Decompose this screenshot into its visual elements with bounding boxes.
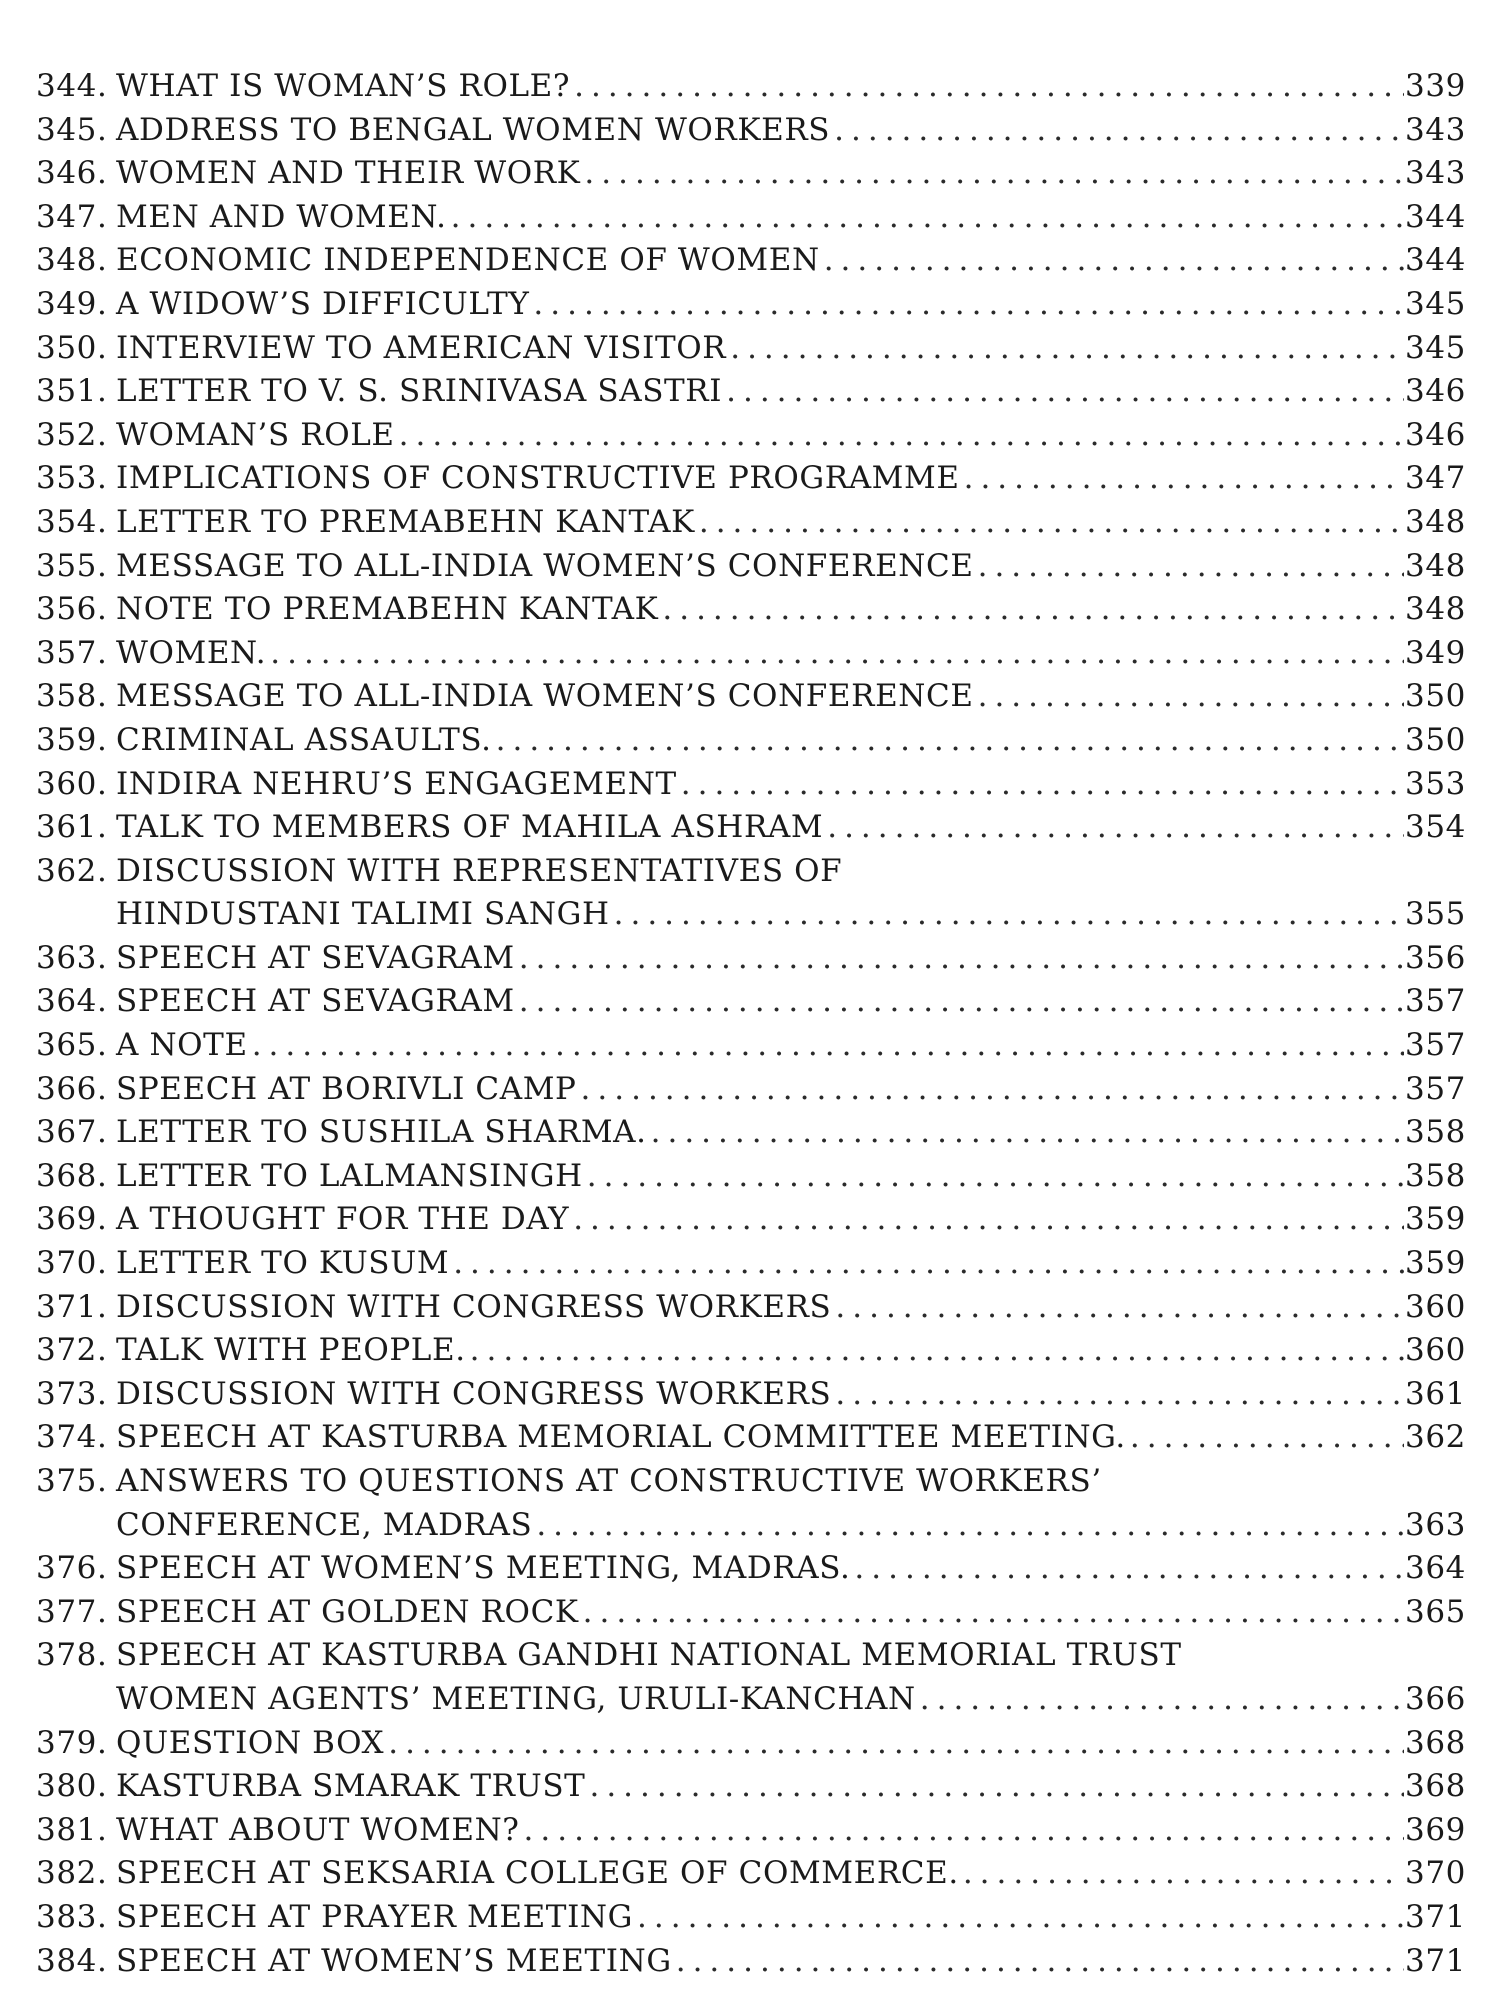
entry-page-number: 348 [1405, 591, 1466, 628]
toc-entry-line [36, 370, 1466, 414]
toc-entry[interactable] [36, 1111, 1466, 1155]
toc-entry[interactable] [36, 501, 1466, 545]
toc-entry-line [36, 1896, 1466, 1940]
entry-page-number: 358 [1405, 1157, 1466, 1194]
dot-leader [569, 1198, 1404, 1242]
toc-entry[interactable] [36, 65, 1466, 109]
toc-entry-line [36, 1809, 1466, 1853]
dot-leader [577, 1068, 1404, 1112]
entry-title: SPEECH AT WOMEN’S MEETING, MADRAS. [116, 1550, 851, 1587]
entry-number: 363. [36, 939, 108, 976]
toc-entry-line [36, 1286, 1466, 1330]
entry-title: HINDUSTANI TALIMI SANGH [116, 896, 610, 933]
entry-number: 378. [36, 1637, 108, 1674]
entry-number: 349. [36, 285, 108, 322]
entry-title: WOMEN AGENTS’ MEETING, URULI-KANCHAN [116, 1680, 916, 1717]
entry-page-number: 353 [1405, 765, 1466, 802]
dot-leader [1126, 1416, 1404, 1460]
toc-entry-line [36, 1634, 1466, 1678]
entry-number: 356. [36, 591, 108, 628]
entry-page-number: 370 [1405, 1855, 1466, 1892]
entry-title: SPEECH AT SEKSARIA COLLEGE OF COMMERCE. [116, 1855, 959, 1892]
entry-title: MEN AND WOMEN. [116, 198, 447, 235]
toc-entry[interactable] [36, 675, 1466, 719]
entry-page-number: 350 [1405, 721, 1466, 758]
entry-title: SPEECH AT SEVAGRAM [116, 939, 515, 976]
dot-leader [647, 1111, 1404, 1155]
dot-leader [974, 675, 1404, 719]
dot-leader [580, 152, 1404, 196]
entry-number: 383. [36, 1898, 108, 1935]
entry-page-number: 348 [1405, 503, 1466, 540]
toc-entry[interactable] [36, 850, 1466, 937]
dot-leader [633, 1896, 1404, 1940]
entry-number: 362. [36, 852, 108, 889]
toc-entry-line [36, 1460, 1466, 1504]
dot-leader [722, 370, 1404, 414]
entry-page-number: 369 [1405, 1811, 1466, 1848]
toc-entry[interactable] [36, 1896, 1466, 1940]
toc-entry-line [36, 109, 1466, 153]
entry-number: 365. [36, 1027, 108, 1064]
dot-leader [449, 1242, 1404, 1286]
toc-entry[interactable] [36, 1460, 1466, 1547]
entry-page-number: 350 [1405, 678, 1466, 715]
toc-entry[interactable] [36, 152, 1466, 196]
toc-entry-line [36, 501, 1466, 545]
entry-number: 357. [36, 634, 108, 671]
dot-leader [831, 1286, 1404, 1330]
entry-page-number: 371 [1405, 1942, 1466, 1979]
entry-page-number: 344 [1405, 242, 1466, 279]
entry-page-number: 347 [1405, 460, 1466, 497]
entry-page-number: 349 [1405, 634, 1466, 671]
dot-leader [492, 719, 1404, 763]
entry-page-number: 360 [1405, 1332, 1466, 1369]
entry-page-number: 357 [1405, 1027, 1466, 1064]
entry-title: A WIDOW’S DIFFICULTY [116, 285, 530, 322]
toc-entry-line [36, 1504, 1466, 1548]
dot-leader [974, 545, 1404, 589]
toc-entry-line [36, 1155, 1466, 1199]
dot-leader [532, 1504, 1404, 1548]
toc-entry-line [36, 763, 1466, 807]
dot-leader [579, 1591, 1404, 1635]
toc-entry[interactable] [36, 980, 1466, 1024]
toc-entry-line [36, 893, 1466, 937]
dot-leader [960, 457, 1404, 501]
dot-leader [820, 239, 1404, 283]
toc-entry-line [36, 1373, 1466, 1417]
dot-leader [515, 937, 1404, 981]
dot-leader [583, 1155, 1404, 1199]
entry-title: CRIMINAL ASSAULTS. [116, 721, 492, 758]
entry-number: 354. [36, 503, 108, 540]
entry-title: A THOUGHT FOR THE DAY [116, 1201, 570, 1238]
entry-page-number: 366 [1405, 1680, 1466, 1717]
toc-entry-line [36, 719, 1466, 763]
toc-entry[interactable] [36, 370, 1466, 414]
entry-number: 352. [36, 416, 108, 453]
entry-title: CONFERENCE, MADRAS [116, 1506, 533, 1543]
entry-page-number: 368 [1405, 1724, 1466, 1761]
toc-entry[interactable] [36, 1634, 1466, 1721]
dot-leader [395, 414, 1404, 458]
toc-entry[interactable] [36, 1198, 1466, 1242]
toc-entry[interactable] [36, 1373, 1466, 1417]
toc-entry[interactable] [36, 1155, 1466, 1199]
entry-title: WHAT ABOUT WOMEN? [116, 1811, 520, 1848]
toc-entry-line [36, 1416, 1466, 1460]
toc-entry[interactable] [36, 1547, 1466, 1591]
entry-number: 371. [36, 1288, 108, 1325]
toc-entry[interactable] [36, 1329, 1466, 1373]
entry-page-number: 354 [1405, 809, 1466, 846]
toc-entry-line [36, 1329, 1466, 1373]
entry-title: INDIRA NEHRU’S ENGAGEMENT [116, 765, 677, 802]
toc-entry-line [36, 937, 1466, 981]
toc-entry-line [36, 457, 1466, 501]
entry-number: 346. [36, 155, 108, 192]
entry-page-number: 358 [1405, 1114, 1466, 1151]
entry-title: WOMEN AND THEIR WORK [116, 155, 581, 192]
entry-title: INTERVIEW TO AMERICAN VISITOR [116, 329, 727, 366]
entry-title: SPEECH AT KASTURBA GANDHI NATIONAL MEMORIAL TRUST [116, 1637, 1182, 1674]
entry-number: 370. [36, 1245, 108, 1282]
entry-title: WOMEN. [116, 634, 267, 671]
entry-number: 345. [36, 111, 108, 148]
toc-entry[interactable] [36, 109, 1466, 153]
toc-entry[interactable] [36, 327, 1466, 371]
entry-title: LETTER TO V. S. SRINIVASA SASTRI [116, 373, 723, 410]
entry-title: SPEECH AT GOLDEN ROCK [116, 1593, 579, 1630]
toc-entry-line [36, 196, 1466, 240]
entry-title: IMPLICATIONS OF CONSTRUCTIVE PROGRAMME [116, 460, 960, 497]
toc-entry[interactable] [36, 763, 1466, 807]
entry-number: 361. [36, 809, 108, 846]
toc-entry-line [36, 588, 1466, 632]
entry-number: 374. [36, 1419, 108, 1456]
entry-page-number: 346 [1405, 373, 1466, 410]
entry-number: 376. [36, 1550, 108, 1587]
entry-number: 382. [36, 1855, 108, 1892]
toc-entry[interactable] [36, 1242, 1466, 1286]
toc-entry[interactable] [36, 196, 1466, 240]
entry-title: MESSAGE TO ALL-INDIA WOMEN’S CONFERENCE [116, 678, 974, 715]
entry-number: 359. [36, 721, 108, 758]
dot-leader [570, 65, 1404, 109]
dot-leader [830, 109, 1404, 153]
toc-entry[interactable] [36, 632, 1466, 676]
dot-leader [959, 1852, 1404, 1896]
entry-page-number: 344 [1405, 198, 1466, 235]
toc-entry-line [36, 1940, 1466, 1984]
dot-leader [248, 1024, 1404, 1068]
entry-number: 347. [36, 198, 108, 235]
toc-entry[interactable] [36, 1068, 1466, 1112]
entry-page-number: 346 [1405, 416, 1466, 453]
dot-leader [850, 1547, 1404, 1591]
entry-page-number: 368 [1405, 1768, 1466, 1805]
entry-title: WHAT IS WOMAN’S ROLE? [116, 68, 571, 104]
entry-number: 350. [36, 329, 108, 366]
entry-number: 369. [36, 1201, 108, 1238]
entry-title: SPEECH AT WOMEN’S MEETING [116, 1942, 672, 1979]
entry-number: 360. [36, 765, 108, 802]
entry-number: 377. [36, 1593, 108, 1630]
entry-page-number: 348 [1405, 547, 1466, 584]
toc-entry-line [36, 675, 1466, 719]
entry-title: ECONOMIC INDEPENDENCE OF WOMEN [116, 242, 820, 279]
toc-entry-line [36, 632, 1466, 676]
entry-title: TALK TO MEMBERS OF MAHILA ASHRAM [116, 809, 824, 846]
toc-entry-line [36, 980, 1466, 1024]
toc-entry[interactable] [36, 1591, 1466, 1635]
toc-entry-line [36, 1765, 1466, 1809]
entry-page-number: 356 [1405, 939, 1466, 976]
entry-number: 381. [36, 1811, 108, 1848]
toc-entry[interactable] [36, 806, 1466, 850]
entry-number: 384. [36, 1942, 108, 1979]
entry-page-number: 359 [1405, 1245, 1466, 1282]
entry-page-number: 362 [1405, 1419, 1466, 1456]
entry-title: MESSAGE TO ALL-INDIA WOMEN’S CONFERENCE [116, 547, 974, 584]
toc-entry-line [36, 806, 1466, 850]
entry-page-number: 364 [1405, 1550, 1466, 1587]
entry-title: ADDRESS TO BENGAL WOMEN WORKERS [116, 111, 831, 148]
toc-entry[interactable] [36, 457, 1466, 501]
dot-leader [447, 196, 1404, 240]
entry-title: WOMAN’S ROLE [116, 416, 395, 453]
entry-number: 348. [36, 242, 108, 279]
entry-page-number: 343 [1405, 155, 1466, 192]
dot-leader [515, 980, 1404, 1024]
entry-number: 379. [36, 1724, 108, 1761]
toc-entry-line [36, 283, 1466, 327]
toc-entry[interactable] [36, 545, 1466, 589]
toc-entry-line [36, 1068, 1466, 1112]
entry-page-number: 357 [1405, 983, 1466, 1020]
dot-leader [672, 1940, 1404, 1984]
entry-title: ANSWERS TO QUESTIONS AT CONSTRUCTIVE WORKERS’ [116, 1463, 1102, 1499]
dot-leader [610, 893, 1404, 937]
dot-leader [520, 1809, 1404, 1853]
table-of-contents [36, 65, 1466, 1983]
entry-title: NOTE TO PREMABEHN KANTAK [116, 591, 659, 628]
dot-leader [466, 1329, 1404, 1373]
toc-entry[interactable] [36, 719, 1466, 763]
toc-entry[interactable] [36, 414, 1466, 458]
dot-leader [677, 763, 1404, 807]
entry-title: DISCUSSION WITH CONGRESS WORKERS [116, 1288, 832, 1325]
toc-entry[interactable] [36, 239, 1466, 283]
entry-title: SPEECH AT BORIVLI CAMP [116, 1070, 577, 1107]
entry-page-number: 359 [1405, 1201, 1466, 1238]
entry-number: 368. [36, 1157, 108, 1194]
dot-leader [695, 501, 1404, 545]
entry-number: 351. [36, 373, 108, 410]
toc-entry-line [36, 850, 1466, 894]
toc-entry-line [36, 1547, 1466, 1591]
toc-entry[interactable] [36, 1940, 1466, 1984]
toc-entry-line [36, 1024, 1466, 1068]
entry-number: 355. [36, 547, 108, 584]
toc-entry-line [36, 152, 1466, 196]
toc-entry[interactable] [36, 1024, 1466, 1068]
dot-leader [658, 588, 1404, 632]
toc-entry-line [36, 1242, 1466, 1286]
toc-entry[interactable] [36, 937, 1466, 981]
entry-title: LETTER TO PREMABEHN KANTAK [116, 503, 695, 540]
entry-number: 373. [36, 1375, 108, 1412]
toc-entry-line [36, 1198, 1466, 1242]
entry-title: SPEECH AT SEVAGRAM [116, 983, 515, 1020]
toc-entry-line [36, 239, 1466, 283]
toc-entry[interactable] [36, 1852, 1466, 1896]
dot-leader [831, 1373, 1404, 1417]
entry-title: SPEECH AT KASTURBA MEMORIAL COMMITTEE MEETING. [116, 1419, 1126, 1456]
entry-title: DISCUSSION WITH CONGRESS WORKERS [116, 1375, 832, 1412]
toc-entry-line [36, 327, 1466, 371]
entry-number: 380. [36, 1768, 108, 1805]
toc-entry[interactable] [36, 588, 1466, 632]
entry-title: LETTER TO SUSHILA SHARMA. [116, 1114, 647, 1151]
entry-page-number: 345 [1405, 285, 1466, 322]
toc-entry-line [36, 1722, 1466, 1766]
entry-title: QUESTION BOX [116, 1724, 385, 1761]
toc-entry[interactable] [36, 1286, 1466, 1330]
toc-entry[interactable] [36, 1416, 1466, 1460]
entry-number: 367. [36, 1114, 108, 1151]
dot-leader [916, 1678, 1404, 1722]
entry-page-number: 365 [1405, 1593, 1466, 1630]
dot-leader [823, 806, 1404, 850]
entry-page-number: 339 [1405, 68, 1466, 104]
entry-title: TALK WITH PEOPLE. [116, 1332, 466, 1369]
toc-entry[interactable] [36, 1765, 1466, 1809]
entry-title: A NOTE [116, 1027, 248, 1064]
entry-number: 372. [36, 1332, 108, 1369]
entry-number: 364. [36, 983, 108, 1020]
entry-page-number: 363 [1405, 1506, 1466, 1543]
entry-page-number: 361 [1405, 1375, 1466, 1412]
dot-leader [266, 632, 1404, 676]
dot-leader [529, 283, 1404, 327]
toc-entry-line [36, 1852, 1466, 1896]
entry-number: 375. [36, 1463, 108, 1499]
entry-page-number: 357 [1405, 1070, 1466, 1107]
toc-entry-line [36, 414, 1466, 458]
entry-number: 344. [36, 68, 108, 104]
dot-leader [726, 327, 1404, 371]
entry-number: 366. [36, 1070, 108, 1107]
entry-page-number: 343 [1405, 111, 1466, 148]
dot-leader [585, 1765, 1404, 1809]
entry-number: 358. [36, 678, 108, 715]
toc-entry-line [36, 1111, 1466, 1155]
entry-title: KASTURBA SMARAK TRUST [116, 1768, 586, 1805]
entry-title: SPEECH AT PRAYER MEETING [116, 1898, 634, 1935]
entry-title: LETTER TO LALMANSINGH [116, 1157, 583, 1194]
toc-entry[interactable] [36, 1722, 1466, 1766]
toc-entry-line [36, 545, 1466, 589]
entry-number: 353. [36, 460, 108, 497]
toc-entry[interactable] [36, 283, 1466, 327]
entry-title: LETTER TO KUSUM [116, 1245, 450, 1282]
toc-entry[interactable] [36, 1809, 1466, 1853]
toc-entry-line [36, 65, 1466, 109]
dot-leader [384, 1722, 1404, 1766]
toc-entry-line [36, 1591, 1466, 1635]
toc-entry-line [36, 1678, 1466, 1722]
entry-title: DISCUSSION WITH REPRESENTATIVES OF [116, 852, 843, 889]
entry-page-number: 371 [1405, 1898, 1466, 1935]
entry-page-number: 355 [1405, 896, 1466, 933]
entry-page-number: 360 [1405, 1288, 1466, 1325]
entry-page-number: 345 [1405, 329, 1466, 366]
